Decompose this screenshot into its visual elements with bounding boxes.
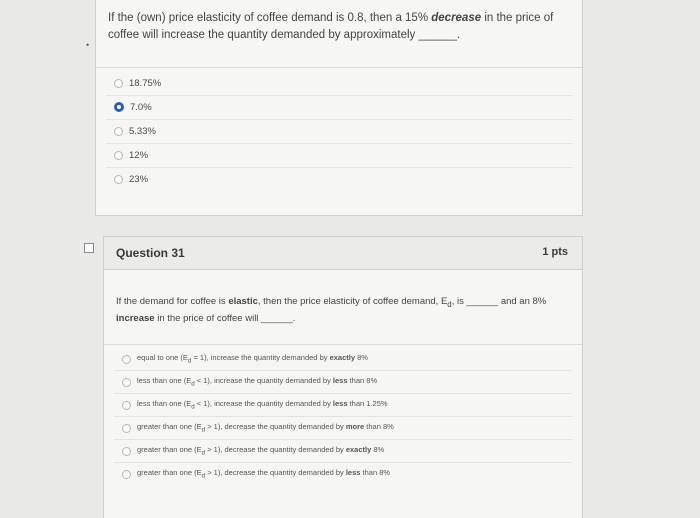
answer-option-label [137,445,384,457]
question-30-text-part: in the price of coffee will increase the quantity demanded by approximately ______. [108,12,554,41]
answer-option-text: > 1), decrease the quantity demanded by [205,468,346,478]
answer-option-text: > 1), decrease the quantity demanded by [205,445,346,455]
answer-option[interactable] [114,168,148,190]
answer-option-text: 8% [355,353,368,363]
radio-button[interactable] [122,355,131,364]
question-31-text-part: If the demand for coffee is [116,296,229,307]
answer-option-text: greater than one (E [137,445,202,455]
question-31-header [104,237,582,270]
answer-option-subscript: d [201,472,206,480]
answer-option-label: 7.0% [130,101,152,113]
answer-option[interactable] [122,348,368,370]
radio-button[interactable] [122,447,131,456]
option-divider [106,95,572,96]
radio-button[interactable] [114,127,123,136]
answer-option[interactable] [122,440,384,462]
answer-option[interactable] [114,96,152,118]
answer-option-keyword: less [332,399,348,409]
answer-option-label [137,353,368,365]
option-divider [106,167,572,168]
option-divider [106,119,572,120]
question-31-text-subscript: d [447,299,452,309]
answer-option-subscript: d [191,380,195,388]
question-31-text-bold: increase [116,312,155,324]
answer-option-keyword: exactly [329,353,356,363]
answer-option-text: greater than one (E [137,422,202,432]
radio-button[interactable] [122,378,131,387]
radio-button[interactable] [122,424,131,433]
answer-option-keyword: more [345,422,365,432]
answer-option-text: equal to one (E [137,353,188,363]
answer-option-text: less than one (E [137,399,192,409]
answer-option-text: < 1), increase the quantity demanded by [194,399,333,409]
answer-option[interactable] [122,394,388,416]
answer-option-label: 5.33% [129,125,156,137]
question-title: Question 31 [116,246,185,260]
divider [96,67,582,68]
question-points: 1 pts [542,246,568,258]
answer-option-label [137,399,388,411]
radio-button[interactable] [114,175,123,184]
answer-option[interactable] [114,72,161,94]
answer-option-subscript: d [187,357,192,365]
question-31-text-bold: elastic [228,296,258,307]
answer-option[interactable] [122,417,394,439]
answer-option-text: = 1), increase the quantity demanded by [191,353,330,363]
answer-option-label [137,422,394,434]
question-31-text-part: in the price of coffee will ______. [154,312,296,324]
answer-option-text: than 8% [364,422,394,432]
radio-button[interactable] [122,470,131,479]
answer-option-text: greater than one (E [137,468,202,478]
answer-option-text: than 8% [347,376,378,386]
radio-button[interactable] [114,79,123,88]
answer-option-keyword: exactly [345,445,372,455]
question-31-text-part: , is ______ and an 8% [451,296,547,307]
answer-option-label: 12% [129,149,149,161]
answer-option-text: than 8% [360,468,391,478]
answer-option-text: < 1), increase the quantity demanded by [194,376,333,386]
question-30-card [95,0,583,216]
answer-option-text: > 1), decrease the quantity demanded by [205,422,346,432]
question-30-text [108,10,568,44]
answer-option-subscript: d [201,449,206,457]
divider [104,344,582,345]
answer-option-keyword: less [345,468,361,478]
answer-option[interactable] [114,120,156,142]
question-31-card [103,236,583,518]
answer-option-text: than 1.25% [347,399,388,409]
radio-button[interactable] [122,401,131,410]
answer-option-subscript: d [191,403,195,411]
option-divider [106,143,572,144]
radio-button[interactable] [114,151,123,160]
answer-option-label: 23% [129,173,149,185]
answer-option-label [137,376,377,388]
question-30-text-emphasis: decrease [431,12,482,24]
answer-option-text: less than one (E [137,376,192,386]
question-31-text-part: , then the price elasticity of coffee demand, E [257,296,448,307]
question-31-text [116,295,576,326]
answer-option-label: 18.75% [129,77,162,89]
radio-button[interactable] [114,102,124,112]
answer-option[interactable] [122,371,377,393]
question-30-text-part: If the (own) price elasticity of coffee demand is 0.8, then a 15% [108,12,432,24]
question-marker: • [86,40,90,50]
answer-option-keyword: less [332,376,348,386]
answer-option[interactable] [122,463,390,485]
answer-option[interactable] [114,144,148,166]
flag-question-icon[interactable] [84,243,94,253]
answer-option-label [137,468,390,480]
answer-option-subscript: d [201,426,206,434]
answer-option-text: 8% [371,445,385,455]
